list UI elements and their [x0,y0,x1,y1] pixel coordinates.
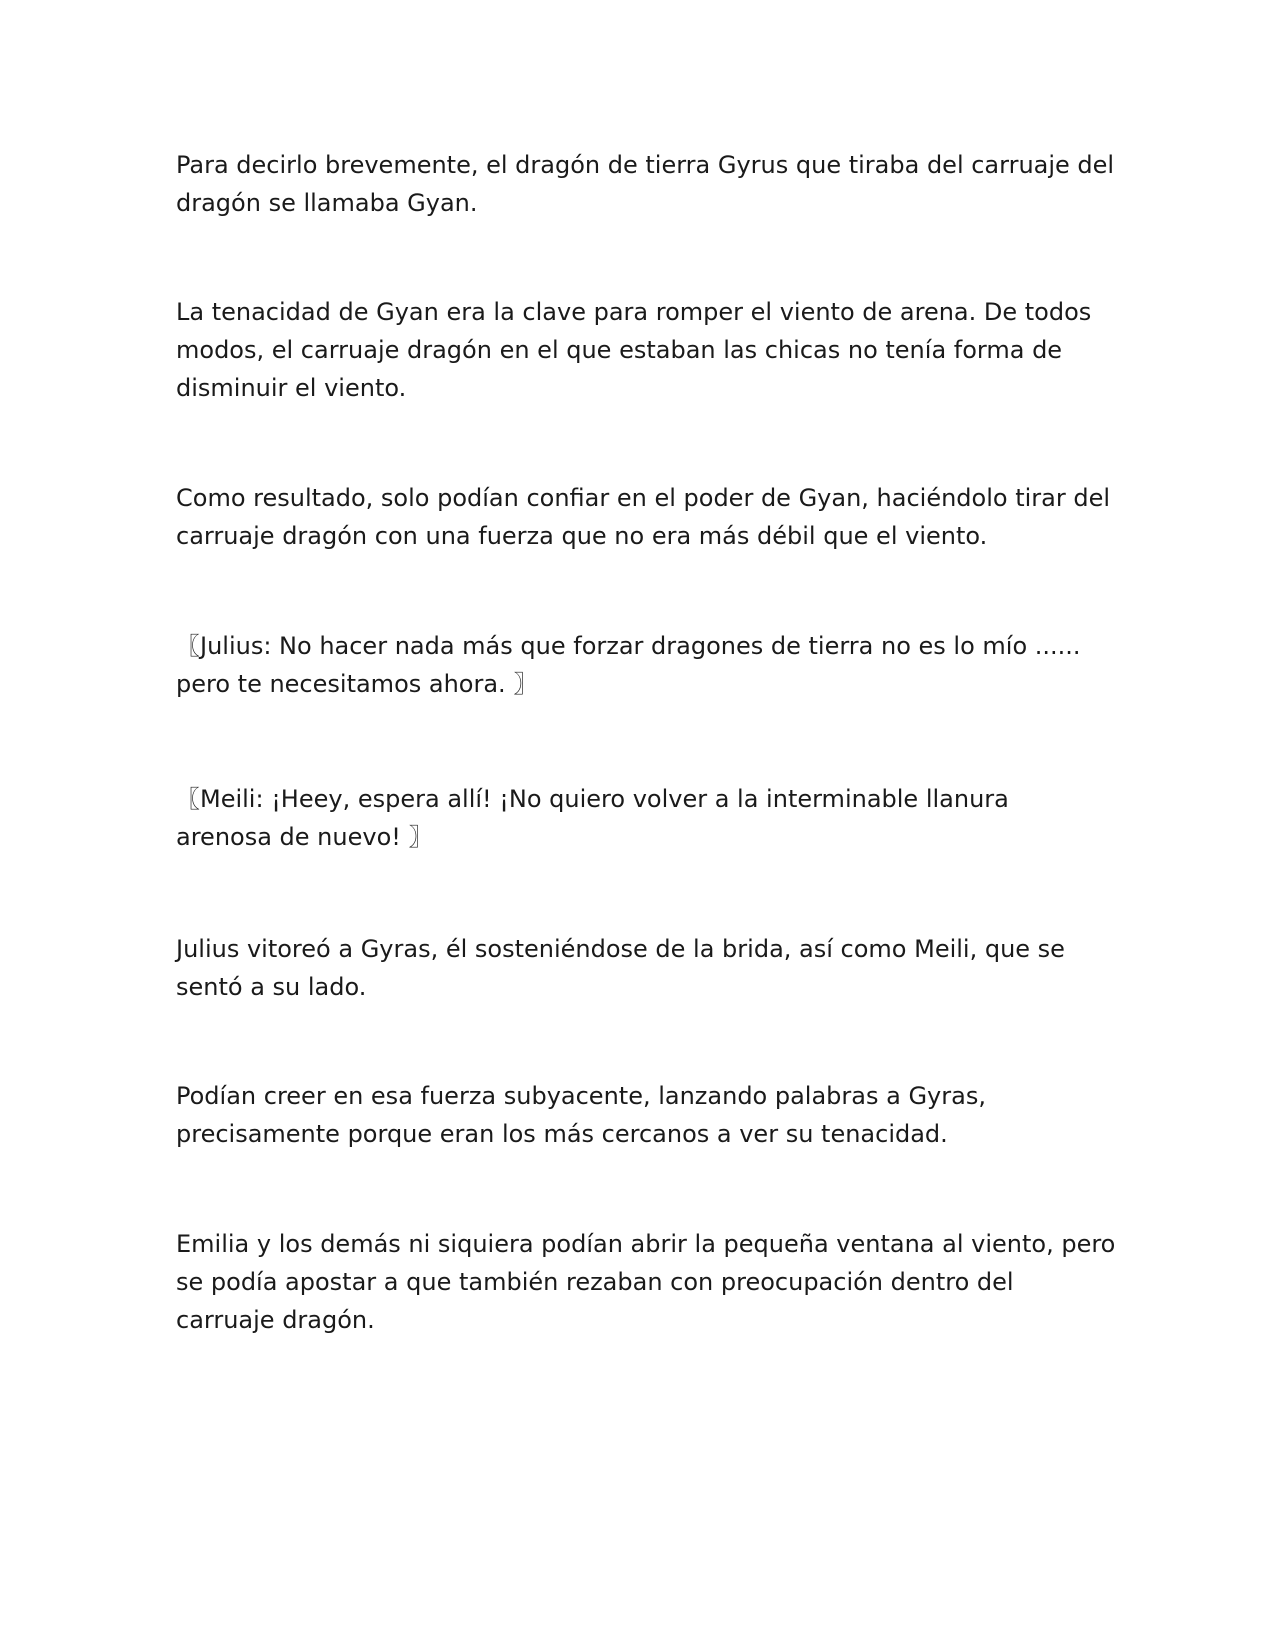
dialogue-meili: 〖Meili: ¡Heey, espera allí! ¡No quiero volver a la interminable llanura arenosa de nuevo! 〗 [176,785,1009,851]
paragraph-7: Podían creer en esa fuerza subyacente, lanzando palabras a Gyras, precisamente porque eran los más cercanos a ver su tenacidad. [176,1082,986,1148]
dialogue-julius: 〖Julius: No hacer nada más que forzar dragones de tierra no es lo mío ...... pero te necesitamos ahora. 〗 [176,632,1081,698]
paragraph-2: La tenacidad de Gyan era la clave para romper el viento de arena. De todos modos, el carruaje dragón en el que estaban las chicas no tenía forma de disminuir el viento. [176,298,1092,402]
paragraph-8: Emilia y los demás ni siquiera podían abrir la pequeña ventana al viento, pero se podía apostar a que también rezaban con preocupación dentro del carruaje dragón. [176,1230,1116,1334]
paragraph-3: Como resultado, solo podían confiar en el poder de Gyan, haciéndolo tirar del carruaje dragón con una fuerza que no era más débil que el viento. [176,484,1111,550]
paragraph-1: Para decirlo brevemente, el dragón de tierra Gyrus que tiraba del carruaje del dragón se llamaba Gyan. [176,151,1115,217]
paragraph-6: Julius vitoreó a Gyras, él sosteniéndose de la brida, así como Meili, que se sentó a su lado. [176,935,1065,1001]
